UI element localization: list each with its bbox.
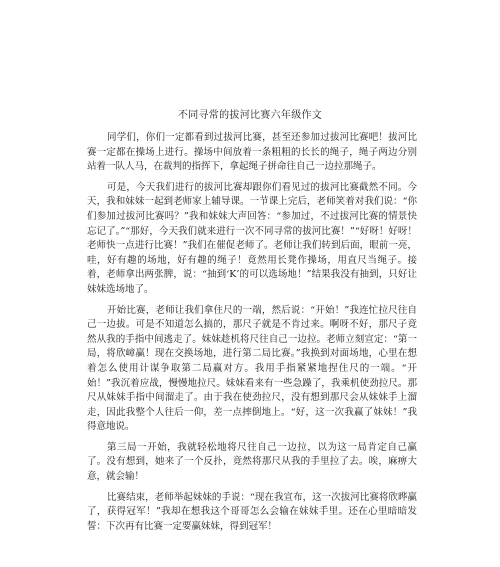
paragraph-5: 比赛结束，老师举起妹妹的手说：“现在我宣布，这一次拔河比赛将欣晔赢了，获得冠军！”我却在想我这个哥哥怎么会输在妹妹手里。还在心里暗暗发誓：下次再有比赛一定要赢妹妹，得到冠军！ [87,491,417,532]
document-title: 不同寻常的拔河比赛六年级作文 [177,110,323,121]
paragraph-4: 第三局一开始，我就轻松地将尺往自己一边拉，以为这一局肯定自己赢了。没有想到，她来了一个反扑，竟然将那尺从我的手里拉了去。唉，麻痹大意，就会输！ [87,441,417,483]
article-body [87,131,417,540]
paragraph-3: 开始比赛，老师让我们拿住尺的一端，然后说：“开始！”我连忙拉尺往自己一边拔。可是不知道怎么搞的，那尺子就是不肯过来。啊呀不好，那尺子竟然从我的手指中间逃走了。妹妹趁机将尺往自己一边拉。老师立刻宣定：“第一局，将欣嶂赢！现在交换场地，进行第二局比赛。”我换到对面场地，心里在想着怎么使用计谋争取第二局赢对方。我用手指紧紧地捏住尺的一端。“开始！”我沉着应战，慢慢地拉尺。妹妹看来有一些急躁了，我乘机使劲拉尺。那尺从妹妹手指中间溜走了。由于我在使劲拉尺，没有想到那尺会从妹妹手上溜走，因此我整个人往后一仰，差一点摔倒地上。“好，这一次我赢了妹妹！”我得意地说。 [87,304,417,433]
paragraph-1: 同学们，你们一定都看到过拔河比赛，甚至还参加过拔河比赛吧！拔河比赛一定都在操场上进行。操场中间放着一条粗粗的长长的绳子，绳子两边分别站着一队人马，在裁判的指挥下，拿起绳子拼命往自己一边拉那绳子。 [87,132,417,173]
paragraph-2: 可是，今天我们进行的拔河比赛却跟你们看见过的拔河比赛截然不同。今天，我和妹妹一起到老师家上辅导课。一节课上完后，老师笑着对我们说：“你们参加过拔河比赛吗？”我和妹妹大声回答：“参加过，不过拔河比赛的情景快忘记了。”“那好，今天我们就来进行一次不同寻常的拔河比赛！”“好呀！好呀！老师快一点进行比赛！”我们在催促老师了。老师让我们转到后面，眼前一亮，哇，好有趣的场地，好有趣的绳子！竟然用长凳作操场，用直尺当绳子。接着，老师拿出两张脾，说：“抽到‘K’的可以选场地！”结果我没有抽到，只好让妹妹选场地了。 [87,181,417,295]
